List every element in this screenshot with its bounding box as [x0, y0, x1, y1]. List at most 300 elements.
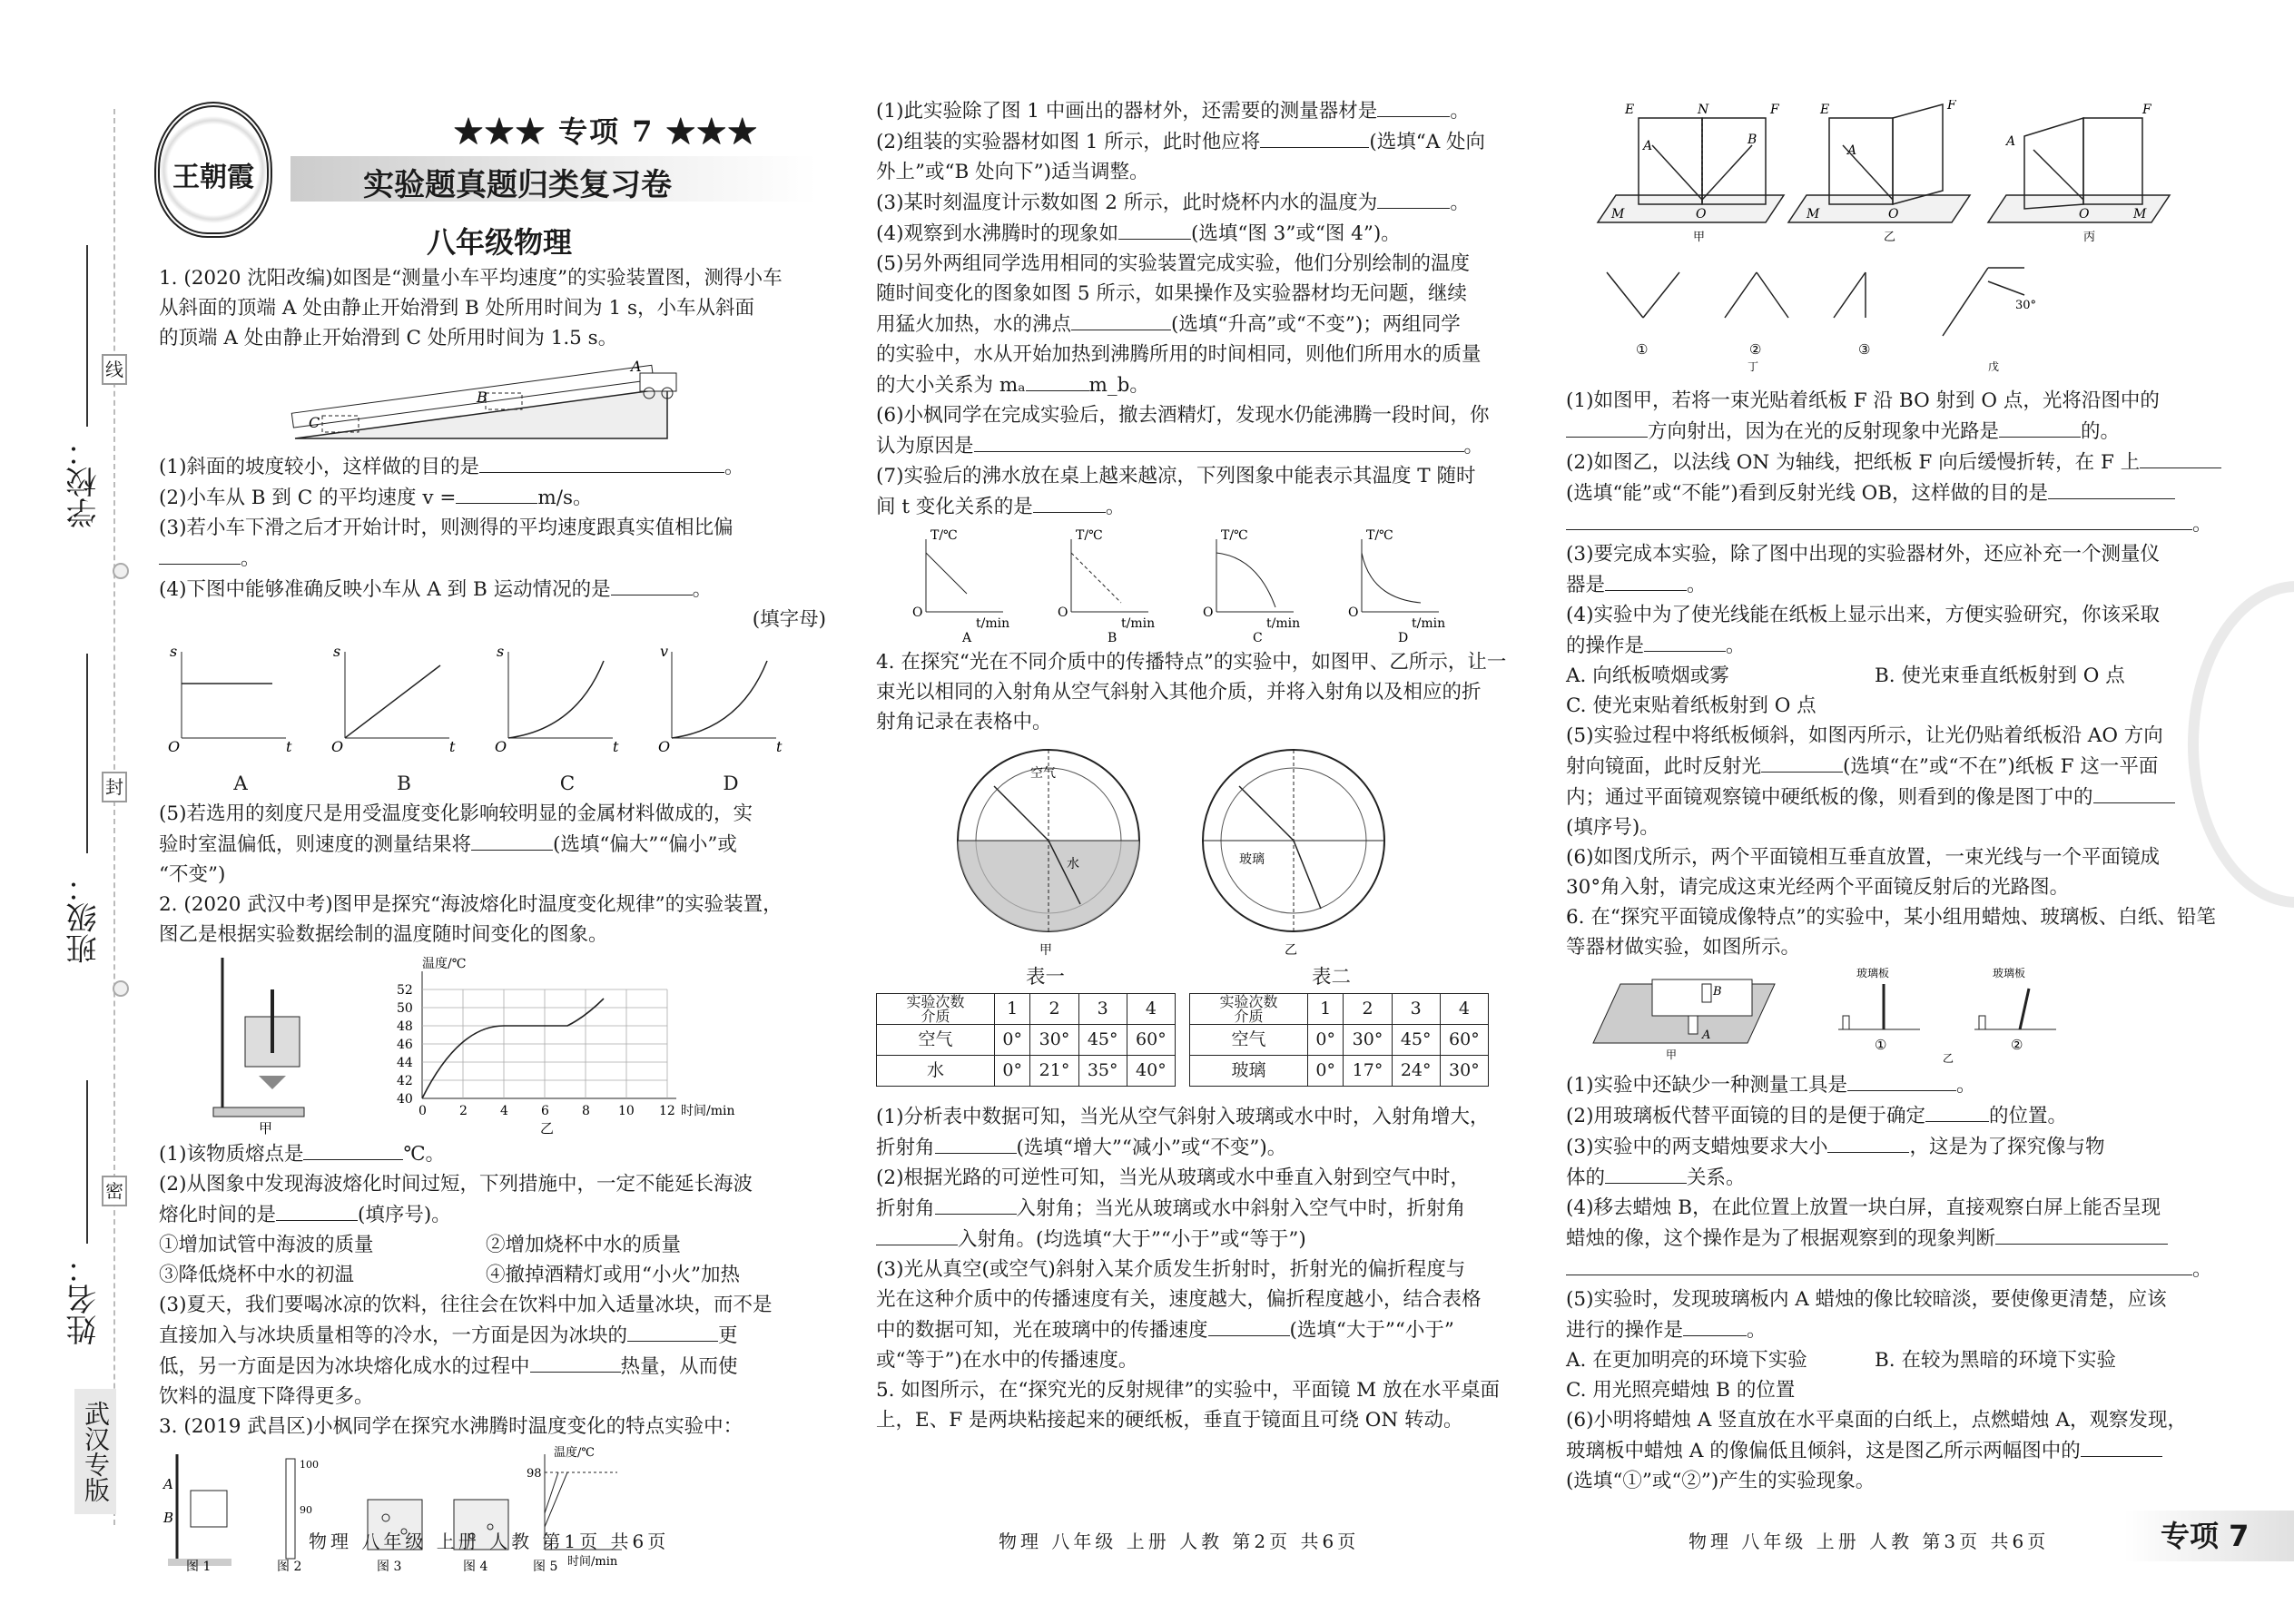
q5-part4: (4)实验中为了使光线能在纸板上显示出来，方便实验研究，你该采取 — [1566, 604, 2160, 626]
hint: 外上”或“B 处向下”)适当调整。 — [876, 161, 1149, 183]
svg-text:O: O — [1696, 207, 1707, 221]
option: B. 使光束垂直纸板射到 O 点 — [1875, 664, 2125, 687]
table-cell: 21° — [1030, 1056, 1078, 1087]
footer-page-2: 物理 八年级 上册 人教 第2页 共6页 — [999, 1530, 1360, 1552]
answer-blank[interactable] — [1026, 369, 1089, 391]
fig-label: 乙 — [1884, 231, 1896, 244]
q5-part3: 器是 — [1566, 574, 1606, 596]
answer-blank[interactable] — [276, 1199, 358, 1221]
table-caption: 表二 — [1312, 966, 1352, 989]
q3-part2: (2)组装的实验器材如图 1 所示，此时他应将 — [876, 131, 1261, 153]
table-header: 实验次数 — [1219, 992, 1278, 1010]
answer-blank[interactable] — [1033, 491, 1106, 513]
table-caption: 表一 — [1026, 966, 1066, 989]
q3-part5: (5)另外两组同学选用相同的实验装置完成实验，他们分别绘制的温度 — [876, 252, 1470, 275]
table-cell: 0° — [1308, 1056, 1344, 1087]
answer-blank[interactable] — [1644, 630, 1726, 652]
svg-text:v: v — [660, 643, 669, 660]
fig-label: 甲 — [1039, 943, 1052, 958]
q3-stem: 3. (2019 武昌区)小枫同学在探究水沸腾时温度变化的特点实验中： — [159, 1415, 743, 1438]
fig-label: 图 1 — [186, 1560, 212, 1572]
table-cell: 60° — [1440, 1025, 1488, 1056]
svg-text:2: 2 — [459, 1104, 468, 1118]
answer-blank[interactable] — [627, 1320, 718, 1342]
graph-label: A — [962, 631, 972, 644]
tables-wrap — [876, 993, 1511, 1102]
svg-text:O: O — [331, 738, 344, 755]
hint: (填序号)。 — [1566, 816, 1659, 839]
svg-text:B: B — [1748, 133, 1757, 147]
medium-label: 玻璃 — [1239, 852, 1265, 867]
table-header: 介质 — [1234, 1007, 1264, 1025]
svg-text:50: 50 — [397, 1001, 413, 1016]
answer-blank[interactable] — [303, 1138, 403, 1160]
school-label: 学校： — [66, 436, 103, 528]
class-label: 班级： — [66, 871, 103, 964]
answer-blank[interactable] — [456, 482, 537, 504]
edition-badge: 武汉专版 — [74, 1389, 116, 1514]
hint: 或“等于”)在水中的传播速度。 — [876, 1349, 1138, 1372]
x-axis-label: t/min — [1266, 616, 1301, 631]
table-cell: 35° — [1078, 1056, 1127, 1087]
answer-blank[interactable] — [471, 829, 553, 851]
column-1: 1. (2020 沈阳改编)如图是“测量小车平均速度”的实验装置图，测得小车 从斜面的顶端 A 处由静止开始滑到 B 处所用时间为 1 s，小车从斜面 的顶端 A 处由静止开始滑到 C 处所用时间为 1.5 s。 B C A (1)斜面的坡度较小，这样做的目的是 。 (2)小车从 B 到 C 的平均速度 v = m/s。 (3)若小车下滑之后才开始计时，则测得的平均速度跟真实值相比偏 。 (4)下图中能够准确反映小车从 A 到 B 运动情况的是 。 (填字母) s t O s t O s t O v t O A B C D (5)若选用的刻度尺是用受温度变化影响较明显的金属材料做成的，实 验时室温偏低，则速度的测量结果将 (选填“偏大”“偏小”或 “不变”) 2. (2020 武汉中考)图甲是探究“海波熔化时温度变化规律”的实验装置， 图乙是根据实验数据绘制的温度随时间变化的图象。 甲 40 42 44 46 48 50 52 0 2 4 6 8 10 12 温度/℃ 时间/min 乙 (1)该物质熔点是 ℃。 (2)从图象中发现海波熔化时间过短，下列措施中，一定不能延长海波 熔化时间的是 (填序号)。 ①增加试管中海波的质量 ②增加烧杯中水的质量 ③降低烧杯中水的初温 ④撤掉酒精灯或用“小火”加热 (3)夏天，我们要喝冰凉的饮料，往往会在饮料中加入适量冰块，而不是 直接加入与冰块质量相等的冷水，一方面是因为冰块的 更 低，另一方面是因为冰块熔化成水的过程中 热量，从而使 饮料的温度下降得更多。 3. (2019 武昌区)小枫同学在探究水沸腾时温度变化的特点实验中： A B 100 90 98 温度/℃ 时间/min 图 1 图 2 图 3 图 4 图 5 — [159, 263, 844, 1576]
q6-part3: (3)实验中的两支蜡烛要求大小 — [1566, 1136, 1828, 1158]
table-header: 实验次数 — [906, 992, 965, 1010]
table-cell: 3 — [1078, 994, 1127, 1025]
y-axis-label: T/℃ — [1221, 528, 1248, 543]
graph-label: D — [723, 773, 739, 795]
option: ④撤掉酒精灯或用“小火”加热 — [486, 1264, 740, 1286]
table-cell: 0° — [1308, 1025, 1344, 1056]
table-1 — [876, 993, 1176, 1087]
x-axis-label: 时间/min — [681, 1104, 735, 1118]
svg-text:O: O — [1203, 605, 1214, 620]
answer-blank[interactable] — [2140, 447, 2221, 468]
melting-chart — [397, 956, 735, 1135]
hint: (选填“在”或“不在”)纸板 F 这一平面 — [1843, 755, 2159, 778]
answer-blank[interactable] — [1605, 569, 1687, 591]
svg-text:48: 48 — [397, 1019, 413, 1034]
svg-text:A: A — [1643, 139, 1653, 153]
temp-98: 98 — [527, 1467, 542, 1481]
svg-text:F: F — [2142, 103, 2151, 117]
answer-blank[interactable] — [1827, 1131, 1909, 1153]
svg-text:90: 90 — [300, 1504, 312, 1516]
svg-text:M: M — [1611, 207, 1625, 221]
svg-text:0: 0 — [418, 1104, 427, 1118]
column-2: (1)此实验除了图 1 中画出的器材外，还需要的测量器材是 。 (2)组装的实验器材如图 1 所示，此时他应将 (选填“A 处向 外上”或“B 处向下”)适当调整。 (3)某时刻温度计示数如图 2 所示，此时烧杯内水的温度为 。 (4)观察到水沸腾时的现象如 (选填“图 3”或“图 4”)。 (5)另外两组同学选用相同的实验装置完成实验，他们分别绘制的温度 随时间变化的图象如图 5 所示，如果操作及实验器材均无问题，继续 用猛火加热，水的沸点 (选填“升高”或“不变”)；两组同学 的实验中，水从开始加热到沸腾所用的时间相同，则他们所用水的质量 的大小关系为 mₐ m_b。 (6)小枫同学在完成实验后，撤去酒精灯，发现水仍能沸腾一段时间，你 认为原因是 。 (7)实验后的沸水放在桌上越来越凉，下列图象中能表示其温度 T 随时 间 t 变化关系的是 。 O O O O T/℃ T/℃ T/℃ T/℃ t/min t/min t/min t/min A B C D 4. 在探究“光在不同介质中的传播特点”的实验中，如图甲、乙所示，让一 束光以相同的入射角从空气斜射入其他介质，并将入射角以及相应的折 射角记录在表格中。 空气 水 玻璃 甲 乙 表一 表二 实验次数 介质 1 2 3 4 空气 0° 30° 45° 60° 水 0° 21° 35° 40° 实验次数 介质 1 2 3 4 空气 0° 30° 45° 60° 玻璃 0° 17° 24° 30° (1)分析表中数据可知，当光从空气斜射入玻璃或水中时，入射角增大， 折射角 (选填“增大”“减小”或“不变”)。 (2)根据光路的可逆性可知，当光从玻璃或水中垂直入射到空气中时， 折射角 入射角；当光从玻璃或水中斜射入空气中时，折射角 入射角。(均选填“大于”“小于”或“等于”) (3)光从真空(或空气)斜射入某介质发生折射时，折射光的偏折程度与 光在这种介质中的传播速度有关，速度越大，偏折程度越小，结合表格 中的数据可知，光在玻璃中的传播速度 (选填“大于”“小于” 或“等于”)在水中的传播速度。 5. 如图所示，在“探究光的反射规律”的实验中，平面镜 M 放在水平桌面 上，E、F 是两块粘接起来的硬纸板，垂直于镜面且可绕 ON 转动。 — [876, 95, 1511, 1435]
q1-part3: (3)若小车下滑之后才开始计时，则测得的平均速度跟真实值相比偏 — [159, 517, 733, 539]
motion-graphs — [159, 638, 831, 765]
q6-part2: (2)用玻璃板代替平面镜的目的是便于确定 — [1566, 1105, 1925, 1127]
svg-text:O: O — [1888, 207, 1899, 221]
q3-part3: (3)某时刻温度计示数如图 2 所示，此时烧杯内水的温度为 — [876, 192, 1378, 214]
option: A. 向纸板喷烟或雾 — [1566, 664, 1729, 687]
fig-label: 图 5 — [533, 1560, 558, 1572]
svg-text:8: 8 — [582, 1104, 590, 1118]
answer-blank[interactable] — [2081, 1435, 2162, 1457]
svg-text:s: s — [497, 643, 505, 660]
unit: ℃。 — [403, 1143, 446, 1166]
q5-part5: 射向镜面，此时反射光 — [1566, 755, 1762, 778]
q1-part2: (2)小车从 B 到 C 的平均速度 v = — [159, 487, 457, 509]
table-cell: 30° — [1344, 1025, 1392, 1056]
q2-part2: 熔化时间的是 — [159, 1204, 277, 1226]
svg-text:4: 4 — [500, 1104, 508, 1118]
svg-text:F: F — [1947, 100, 1956, 113]
q4-part1: (1)分析表中数据可知，当光从空气斜射入玻璃或水中时，入射角增大， — [876, 1106, 1490, 1128]
fold-mark: 线 — [102, 354, 127, 385]
graph-label: C — [1253, 631, 1263, 644]
header — [154, 102, 862, 260]
hint: (选填“A 处向 — [1369, 131, 1486, 153]
option-label: ③ — [1858, 341, 1871, 358]
svg-text:12: 12 — [659, 1104, 675, 1118]
answer-blank[interactable] — [1925, 1100, 1989, 1122]
answer-blank[interactable] — [935, 1132, 1017, 1154]
answer-blank[interactable] — [1377, 187, 1450, 209]
table-cell: 玻璃 — [1190, 1056, 1308, 1087]
q3-part5: 用猛火加热，水的沸点 — [876, 313, 1072, 336]
q3-part5: 的大小关系为 mₐ — [876, 374, 1026, 397]
hint: (选填“升高”或“不变”)；两组同学 — [1171, 313, 1461, 336]
svg-text:O: O — [168, 738, 181, 755]
q6-part2: 的位置。 — [1988, 1105, 2067, 1127]
q4-part2: (2)根据光路的可逆性可知，当光从玻璃或水中垂直入射到空气中时， — [876, 1166, 1470, 1189]
q2-part1: (1)该物质熔点是 — [159, 1143, 304, 1166]
svg-text:44: 44 — [397, 1056, 413, 1070]
q6-part3: 关系。 — [1687, 1166, 1746, 1189]
y-axis-label: 温度/℃ — [422, 957, 467, 971]
fig-label: 甲 — [1666, 1048, 1678, 1061]
q2-stem: 2. (2020 武汉中考)图甲是探究“海波熔化时温度变化规律”的实验装置， — [159, 893, 783, 916]
cooling-graphs — [876, 526, 1511, 644]
answer-blank[interactable] — [1847, 1069, 1956, 1091]
q5-part2: (选填“能”或“不能”)看到反射光线 OB，这样做的目的是 — [1566, 482, 2049, 505]
answer-blank[interactable] — [1999, 416, 2081, 438]
fig-label: 甲 — [1693, 231, 1706, 244]
label-yi: 乙 — [540, 1120, 555, 1135]
answer-blank[interactable] — [479, 451, 724, 473]
answer-blank[interactable] — [611, 574, 693, 595]
q5-part1: (1)如图甲，若将一束光贴着纸板 F 沿 BO 射到 O 点，光将沿图中的 — [1566, 389, 2160, 412]
option: ①增加试管中海波的质量 — [159, 1234, 374, 1256]
option: B. 在较为黑暗的环境下实验 — [1875, 1349, 2116, 1372]
label: 玻璃板 — [1993, 967, 2026, 979]
melting-figure — [159, 953, 831, 1135]
svg-text:E: E — [1625, 103, 1635, 117]
section-tag: 专项 7 — [2124, 1511, 2294, 1561]
answer-blank[interactable] — [1683, 1314, 1747, 1336]
hint: 入射角。(均选填“大于”“小于”或“等于”) — [958, 1228, 1306, 1251]
q1-stem: 的顶端 A 处由静止开始滑到 C 处所用时间为 1.5 s。 — [159, 327, 618, 349]
school-line — [86, 245, 88, 427]
svg-text:B: B — [163, 1510, 174, 1526]
q3-part6: 认为原因是 — [876, 435, 974, 458]
answer-blank[interactable] — [1605, 1162, 1687, 1184]
fig-label: 图 4 — [463, 1560, 488, 1572]
hint: (选填“图 3”或“图 4”)。 — [1190, 222, 1401, 245]
q3-part5: 的实验中，水从开始加热到沸腾所用的时间相同，则他们所用水的质量 — [876, 343, 1482, 366]
q2-part3: 饮料的温度下降得更多。 — [159, 1385, 374, 1408]
option-label: ② — [2011, 1037, 2023, 1053]
hint: (选填“①”或“②”)产生的实验现象。 — [1566, 1470, 1876, 1492]
svg-text:A: A — [2006, 134, 2016, 149]
logo-text: 王朝霞 — [172, 162, 254, 193]
hint: (选填“增大”“减小”或“不变”)。 — [1016, 1137, 1287, 1159]
svg-text:10: 10 — [618, 1104, 635, 1118]
q5-part1: 的。 — [2081, 420, 2121, 443]
answer-blank[interactable] — [1566, 1254, 2192, 1275]
svg-text:B: B — [1713, 985, 1722, 999]
table-cell: 17° — [1344, 1056, 1392, 1087]
svg-text:O: O — [1348, 605, 1359, 620]
hint: (填序号)。 — [358, 1204, 451, 1226]
label-jia: 甲 — [259, 1120, 273, 1135]
q3-part7: 间 t 变化关系的是 — [876, 496, 1033, 518]
q3-part6: (6)小枫同学在完成实验后，撤去酒精灯，发现水仍能沸腾一段时间，你 — [876, 404, 1490, 427]
svg-text:O: O — [912, 605, 923, 620]
reflection-figures — [1589, 100, 2224, 372]
q2-part3: 低，另一方面是因为冰块熔化成水的过程中 — [159, 1355, 530, 1378]
table-cell: 30° — [1030, 1025, 1078, 1056]
table-cell: 水 — [877, 1056, 995, 1087]
q5-part2: (2)如图乙，以法线 ON 为轴线，把纸板 F 向后缓慢折转，在 F 上 — [1566, 451, 2141, 474]
q2-part2: (2)从图象中发现海波熔化时间过短，下列措施中，一定不能延长海波 — [159, 1173, 753, 1196]
graph-label: C — [559, 773, 576, 795]
answer-blank[interactable] — [1118, 218, 1191, 240]
option: C. 使光束贴着纸板射到 O 点 — [1566, 694, 1816, 717]
binding-hole — [113, 980, 129, 997]
svg-text:O: O — [495, 738, 507, 755]
table-cell: 40° — [1127, 1056, 1175, 1087]
q2-stem: 图乙是根据实验数据绘制的温度随时间变化的图象。 — [159, 923, 608, 946]
table-cell: 45° — [1392, 1025, 1440, 1056]
q6-part3: ，这是为了探究像与物 — [1909, 1136, 2105, 1158]
option-label: ① — [1636, 341, 1649, 358]
option-label: ② — [1749, 341, 1762, 358]
q3-part1: (1)此实验除了图 1 中画出的器材外，还需要的测量器材是 — [876, 100, 1378, 123]
page-title: 实验题真题归类复习卷 — [363, 167, 672, 203]
graph-label: B — [1108, 631, 1117, 644]
medium-label: 空气 — [1030, 766, 1056, 781]
fold-mark: 密 — [102, 1176, 127, 1206]
answer-blank[interactable] — [1071, 309, 1171, 330]
svg-text:N: N — [1698, 103, 1709, 117]
fig-label: 图 2 — [277, 1560, 302, 1572]
class-line — [86, 654, 88, 853]
medium-label: 水 — [1067, 857, 1079, 871]
table-cell: 3 — [1392, 994, 1440, 1025]
q6-part1: (1)实验中还缺少一种测量工具是 — [1566, 1074, 1847, 1097]
fig-label: 戊 — [1988, 360, 2000, 372]
name-label: 姓名： — [66, 1253, 103, 1345]
series-label: ★★★ 专项 7 ★★★ — [454, 114, 759, 149]
svg-text:O: O — [1058, 605, 1068, 620]
table-cell: 30° — [1440, 1056, 1488, 1087]
option: C. 用光照亮蜡烛 B 的位置 — [1566, 1379, 1796, 1402]
q4-part3: (3)光从真空(或空气)斜射入某介质发生折射时，折射光的偏折程度与 — [876, 1258, 1466, 1281]
svg-text:O: O — [658, 738, 671, 755]
graph-label: B — [397, 773, 411, 795]
table-cell: 空气 — [877, 1025, 995, 1056]
y-axis-label: T/℃ — [930, 528, 958, 543]
q5-part6: (6)如图戊所示，两个平面镜相互垂直放置，一束光线与一个平面镜成 — [1566, 846, 2160, 869]
boiling-figures — [159, 1445, 704, 1572]
x-axis-label: t/min — [976, 616, 1010, 631]
table-cell: 24° — [1392, 1056, 1440, 1087]
svg-text:t: t — [286, 738, 292, 755]
q4-stem: 4. 在探究“光在不同介质中的传播特点”的实验中，如图甲、乙所示，让一 — [876, 651, 1507, 674]
mirror-figures — [1566, 966, 2111, 1066]
table-cell: 2 — [1344, 994, 1392, 1025]
hint: (填字母) — [752, 608, 826, 631]
fig-label: 丙 — [2083, 231, 2096, 244]
fig-label: 乙 — [1943, 1052, 1954, 1065]
hint: (选填“大于”“小于” — [1289, 1319, 1454, 1342]
answer-blank[interactable] — [2093, 782, 2175, 803]
answer-blank[interactable] — [1566, 508, 2192, 530]
q4-part2: 入射角；当光从玻璃或水中斜射入空气中时，折射角 — [1016, 1197, 1466, 1220]
q5-part6: 30°角入射，请完成这束光经两个平面镜反射后的光路图。 — [1566, 876, 2070, 899]
option: ③降低烧杯中水的初温 — [159, 1264, 355, 1286]
q1-part5: (5)若选用的刻度尺是用受温度变化影响较明显的金属材料做成的，实 — [159, 802, 753, 825]
svg-text:B: B — [477, 389, 487, 406]
fig-label: 丁 — [1748, 360, 1759, 372]
table-cell: 1 — [995, 994, 1030, 1025]
answer-blank[interactable] — [530, 1351, 621, 1373]
svg-text:s: s — [333, 643, 341, 660]
fold-line — [113, 109, 115, 1525]
svg-text:M: M — [2133, 207, 2147, 221]
q6-part5: (5)实验时，发现玻璃板内 A 蜡烛的像比较暗淡，要使像更清楚，应该 — [1566, 1288, 2167, 1311]
name-line — [86, 1080, 88, 1244]
q3-part5: m_b。 — [1088, 374, 1149, 397]
q1-stem: 1. (2020 沈阳改编)如图是“测量小车平均速度”的实验装置图，测得小车 — [159, 267, 783, 290]
refraction-figures — [876, 741, 1511, 959]
graph-label: D — [1398, 631, 1409, 644]
answer-blank[interactable] — [159, 543, 241, 565]
hint: “不变”) — [159, 863, 226, 886]
q6-part6: 玻璃板中蜡烛 A 的像偏低且倾斜，这是图乙所示两幅图中的 — [1566, 1440, 2081, 1462]
svg-text:46: 46 — [397, 1038, 413, 1052]
table-2 — [1189, 993, 1489, 1087]
table-header: 介质 — [921, 1007, 950, 1025]
graph-label: A — [233, 773, 248, 795]
x-axis-label: 时间/min — [567, 1555, 618, 1569]
answer-blank[interactable] — [1377, 95, 1450, 117]
q4-part3: 光在这种介质中的传播速度有关，速度越大，偏折程度越小，结合表格 — [876, 1288, 1482, 1311]
answer-blank[interactable] — [2048, 477, 2175, 499]
q1-part4: (4)下图中能够准确反映小车从 A 到 B 运动情况的是 — [159, 578, 611, 601]
y-axis-label: T/℃ — [1366, 528, 1393, 543]
q5-part5: (5)实验过程中将纸板倾斜，如图丙所示，让光仍贴着纸板沿 AO 方向 — [1566, 724, 2163, 747]
answer-blank[interactable] — [1208, 1314, 1290, 1336]
svg-text:A: A — [163, 1476, 173, 1492]
q6-part4: (4)移去蜡烛 B，在此位置上放置一块白屏，直接观察白屏上能否呈现 — [1566, 1196, 2161, 1219]
q2-part3: 热量，从而使 — [620, 1355, 738, 1378]
binding-hole — [113, 563, 129, 579]
option-label: ① — [1875, 1037, 1887, 1053]
table-cell: 4 — [1440, 994, 1488, 1025]
svg-text:F: F — [1770, 103, 1779, 117]
table-cell: 45° — [1078, 1025, 1127, 1056]
fig-label: 乙 — [1285, 943, 1297, 958]
answer-blank[interactable] — [1566, 416, 1648, 438]
grade-subtitle: 八年级物理 — [427, 225, 573, 260]
option: ②增加烧杯中水的质量 — [486, 1234, 682, 1256]
q6-part3: 体的 — [1566, 1166, 1606, 1189]
q1-part1: (1)斜面的坡度较小，这样做的目的是 — [159, 456, 479, 478]
q4-part3: 中的数据可知，光在玻璃中的传播速度 — [876, 1319, 1208, 1342]
svg-text:42: 42 — [397, 1074, 413, 1088]
option: A. 在更加明亮的环境下实验 — [1566, 1349, 1807, 1372]
svg-text:C: C — [309, 414, 320, 431]
q2-part3: 直接加入与冰块质量相等的冷水，一方面是因为冰块的 — [159, 1324, 628, 1347]
svg-text:E: E — [1820, 103, 1830, 117]
answer-blank[interactable] — [1260, 126, 1369, 148]
svg-text:52: 52 — [397, 983, 413, 998]
table-cell: 空气 — [1190, 1025, 1308, 1056]
q6-stem: 6. 在“探究平面镜成像特点”的实验中，某小组用蜡烛、玻璃板、白纸、铅笔 — [1566, 906, 2216, 929]
table-cell: 60° — [1127, 1025, 1175, 1056]
footer-page-3: 物理 八年级 上册 人教 第3页 共6页 — [1689, 1530, 2050, 1552]
angle-label: 30° — [2015, 299, 2037, 312]
fig-label: 图 3 — [377, 1560, 402, 1572]
q5-part1: 方向射出，因为在光的反射现象中光路是 — [1648, 420, 2000, 443]
q4-stem: 束光以相同的入射角从空气斜射入其他介质，并将入射角以及相应的折 — [876, 681, 1482, 704]
q1-part5: 验时室温偏低，则速度的测量结果将 — [159, 833, 472, 856]
q1-stem: 从斜面的顶端 A 处由静止开始滑到 B 处所用时间为 1 s，小车从斜面 — [159, 297, 755, 320]
answer-blank[interactable] — [1995, 1223, 2168, 1245]
y-axis-label: 温度/℃ — [554, 1446, 595, 1460]
answer-blank[interactable] — [974, 430, 1464, 452]
table-cell: 0° — [995, 1056, 1030, 1087]
q6-part4: 蜡烛的像，这个操作是为了根据观察到的现象判断 — [1566, 1227, 1996, 1250]
q2-part3: (3)夏天，我们要喝冰凉的饮料，往往会在饮料中加入适量冰块，而不是 — [159, 1294, 773, 1316]
label: 玻璃板 — [1856, 967, 1890, 979]
q5-part4: 的操作是 — [1566, 635, 1645, 657]
q4-stem: 射角记录在表格中。 — [876, 711, 1052, 733]
q4-part2: 折射角 — [876, 1197, 935, 1220]
answer-blank[interactable] — [1761, 751, 1843, 773]
answer-blank[interactable] — [935, 1193, 1017, 1215]
table-cell: 1 — [1308, 994, 1344, 1025]
q2-part3: 更 — [718, 1324, 738, 1347]
table-cell: 2 — [1030, 994, 1078, 1025]
svg-text:100: 100 — [300, 1459, 319, 1471]
incline-figure — [159, 357, 704, 448]
q6-part5: 进行的操作是 — [1566, 1319, 1684, 1342]
x-axis-label: t/min — [1412, 616, 1446, 631]
q5-part3: (3)要完成本实验，除了图中出现的实验器材外，还应补充一个测量仪 — [1566, 543, 2160, 566]
q3-part7: (7)实验后的沸水放在桌上越来越凉，下列图象中能表示其温度 T 随时 — [876, 465, 1476, 487]
svg-text:t: t — [776, 738, 783, 755]
svg-text:t: t — [449, 738, 456, 755]
unit: m/s。 — [537, 487, 593, 509]
x-axis-label: t/min — [1121, 616, 1156, 631]
svg-text:A: A — [1847, 143, 1857, 158]
table-cell: 4 — [1127, 994, 1175, 1025]
svg-text:M: M — [1807, 207, 1820, 221]
brand-logo — [154, 102, 272, 238]
q5-part5: 内；通过平面镜观察镜中硬纸板的像，则看到的像是图丁中的 — [1566, 786, 2093, 809]
q6-part6: (6)小明将蜡烛 A 竖直放在水平桌面的白纸上，点燃蜡烛 A，观察发现， — [1566, 1409, 2188, 1432]
y-axis-label: T/℃ — [1076, 528, 1103, 543]
footer-page-1: 物理 八年级 上册 人教 第1页 共6页 — [309, 1530, 670, 1552]
answer-blank[interactable] — [876, 1224, 958, 1245]
